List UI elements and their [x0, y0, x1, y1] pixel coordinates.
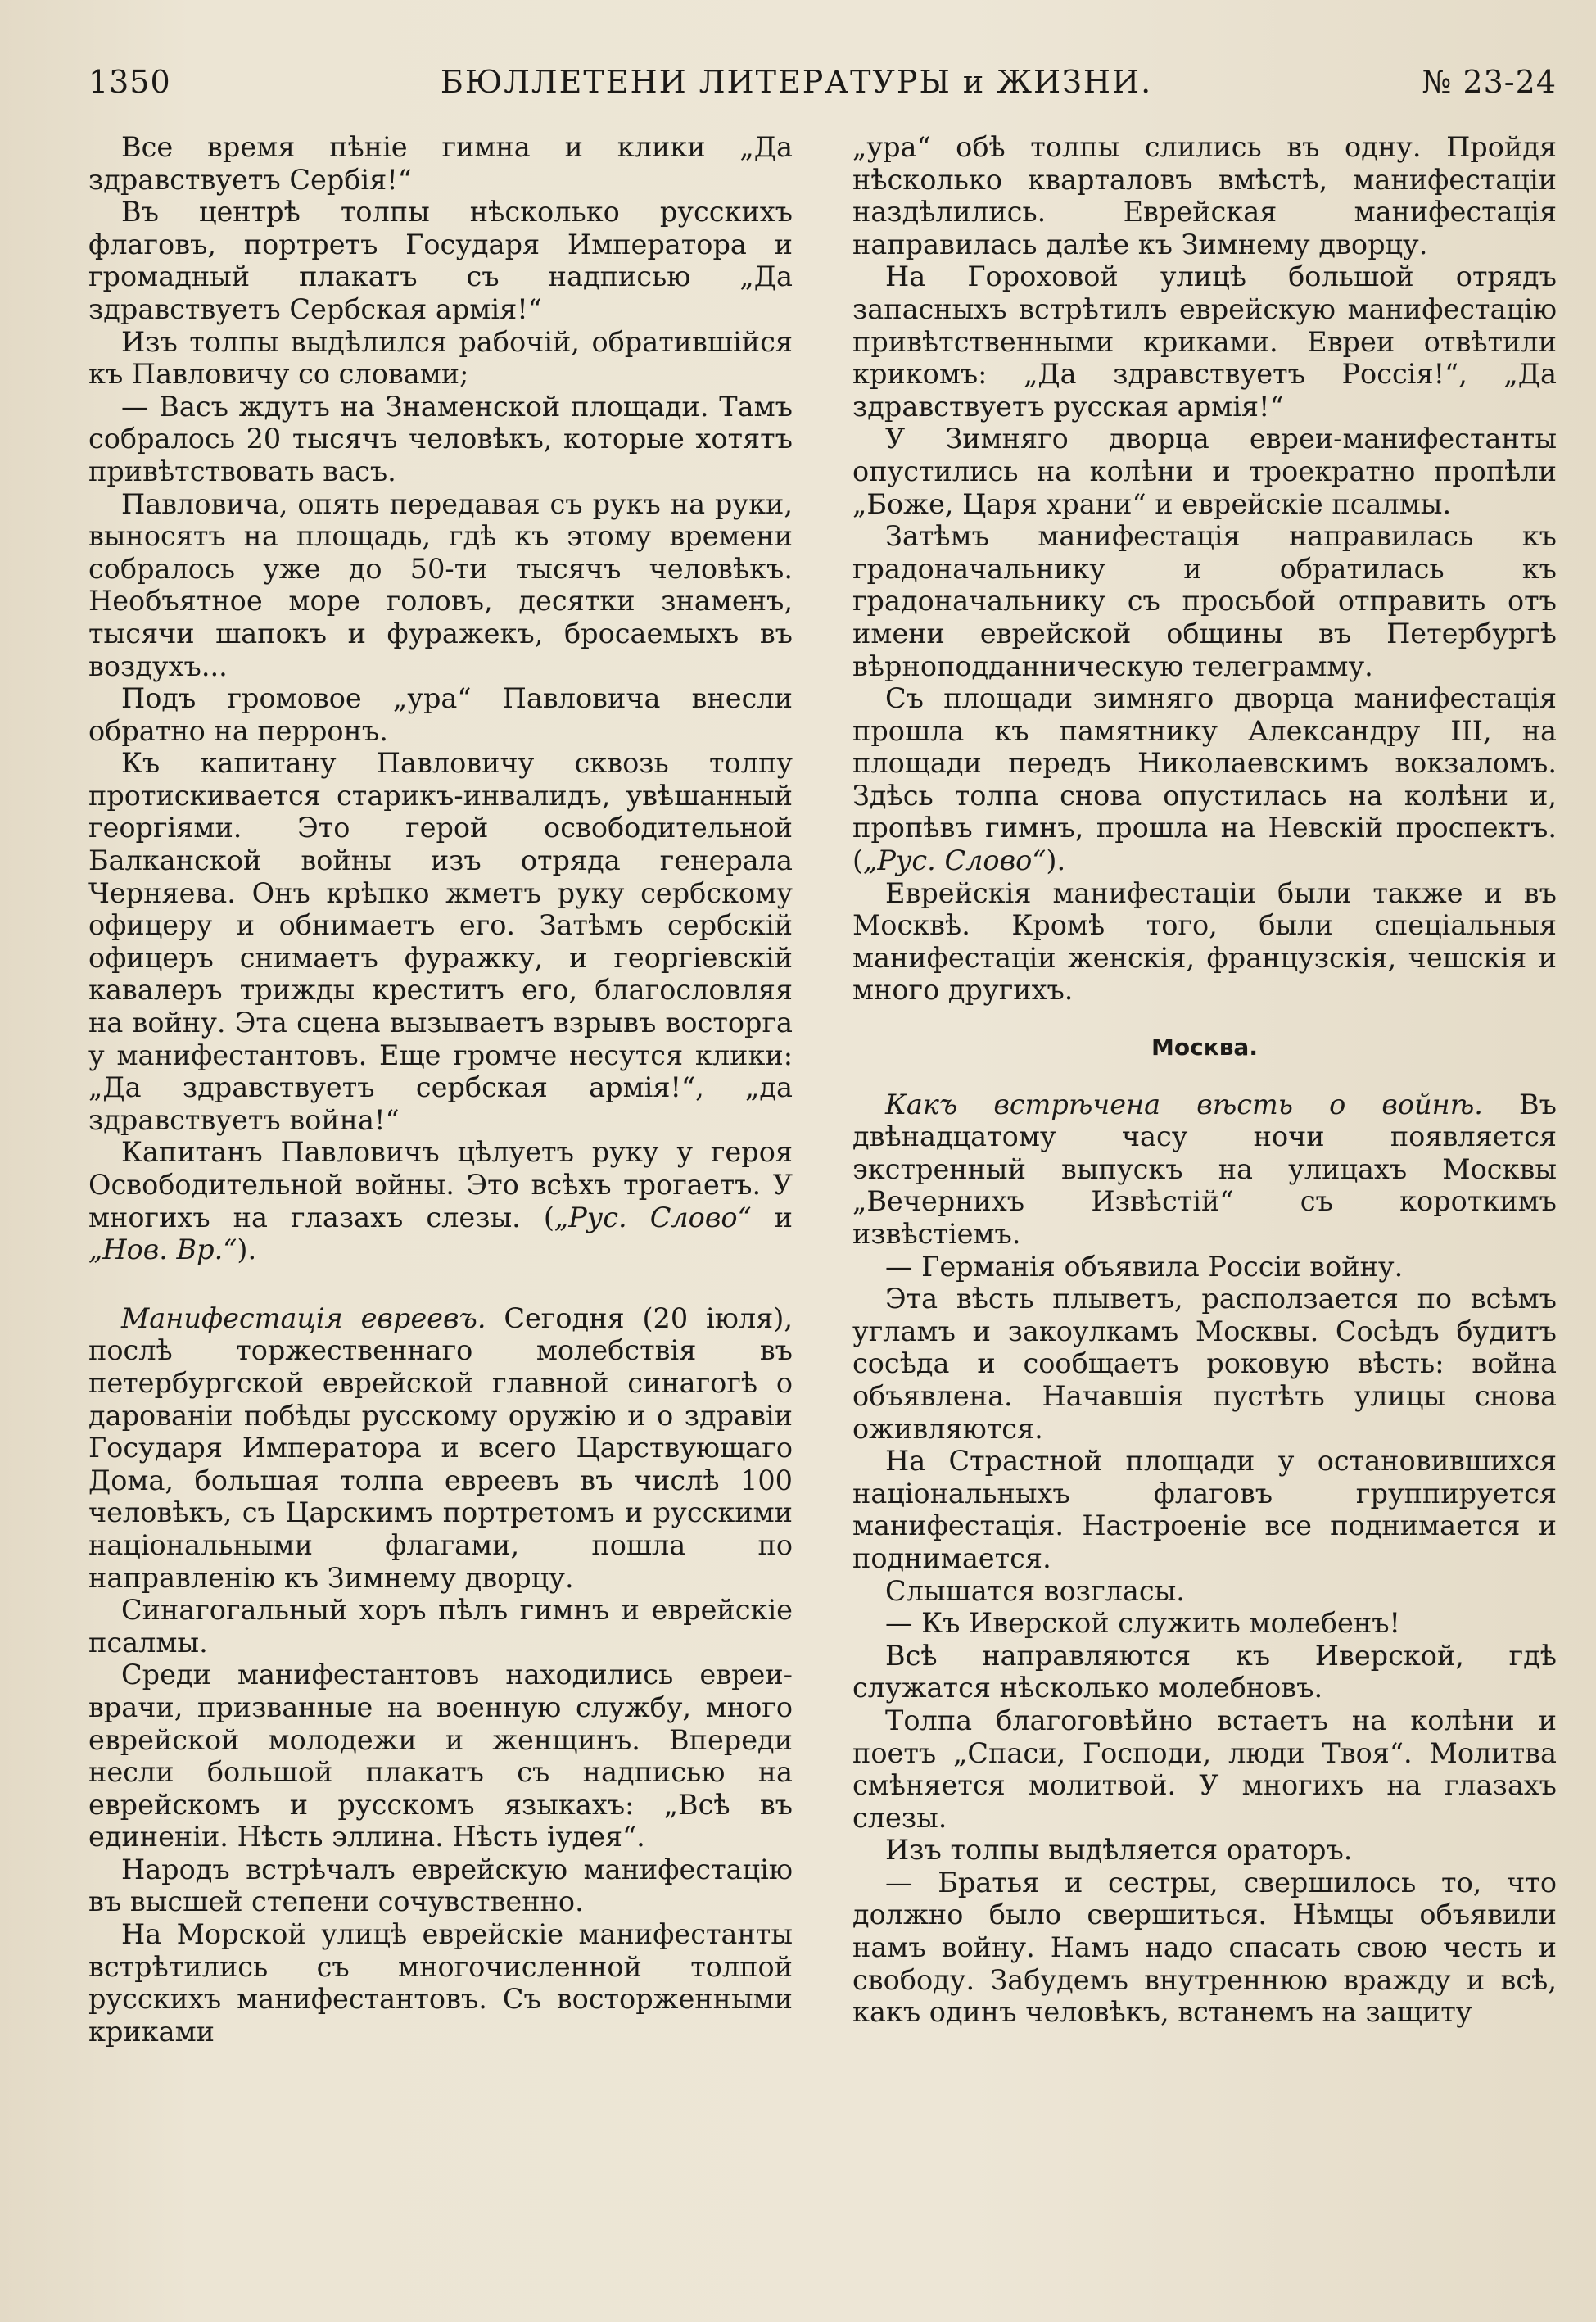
paragraph-text: — Германія объявила Россіи войну.: [885, 1250, 1404, 1283]
paragraph-text: Толпа благоговѣйно встаетъ на колѣни и поетъ „Спаси, Господи, люди Твоя“. Молитва смѣняется молитвой. У многихъ на глазахъ слезы.: [852, 1704, 1557, 1834]
paragraph-text: — Къ Иверской служить молебенъ!: [885, 1607, 1400, 1640]
paragraph-text: Затѣмъ манифестація направилась къ градоначальнику и обратилась къ градоначальнику съ просьбой отправить отъ имени еврейской общины въ Петербургѣ вѣрноподданническую телеграмму.: [852, 520, 1557, 682]
paragraph-text: Всѣ направляются къ Иверской, гдѣ служатся нѣсколько молебновъ.: [852, 1639, 1557, 1704]
paragraph: [88, 1302, 793, 1594]
page-header: [88, 64, 1557, 113]
paragraph: [852, 1251, 1557, 1283]
paragraph: [88, 1594, 793, 1659]
paragraph-text: — Братья и сестры, свершилось то, что должно было свершиться. Нѣмцы объявили намъ войну. Намъ надо спасать свою честь и свободу. Забудемъ внутреннюю вражду и всѣ, какъ одинъ человѣкъ, встанемъ на защиту: [852, 1866, 1557, 2029]
paragraph: [852, 520, 1557, 682]
paragraph-text: Подъ громовое „ура“ Павловича внесли обратно на перронъ.: [88, 682, 793, 747]
paragraph-text: Эта вѣсть плыветъ, расползается по всѣмъ угламъ и закоулкамъ Москвы. Сосѣдъ будитъ сосѣда и сообщаетъ роковую вѣсть: война объявлена. Начавшія пустѣть улицы снова оживляются.: [852, 1283, 1557, 1445]
paragraph-text: Павловича, опять передавая съ рукъ на руки, выносятъ на площадь, гдѣ къ этому времени собралось уже до 50-ти тысячъ человѣкъ. Необъятное море головъ, десятки знаменъ, тысячи шапокъ и фуражекъ, бросаемыхъ въ воздухъ...: [88, 487, 793, 682]
paragraph: [852, 1834, 1557, 1867]
paragraph-text: На Гороховой улицѣ большой отрядъ запасныхъ встрѣтилъ еврейскую манифестацію привѣтственными криками. Евреи отвѣтили крикомъ: „Да здравствуетъ Россія!“, „Да здравствуетъ русская армія!“: [852, 260, 1557, 423]
paragraph: [88, 1918, 793, 2048]
paragraph: [852, 423, 1557, 520]
paragraph: [852, 1607, 1557, 1640]
paragraph-text: На Страстной площади у остановившихся національныхъ флаговъ группируется манифестація. Настроеніе все поднимается и поднимается.: [852, 1445, 1557, 1574]
paragraph-text: Изъ толпы выдѣляется ораторъ.: [885, 1834, 1353, 1867]
paragraph-text: Все время пѣніе гимна и клики „Да здравствуетъ Сербія!“: [88, 131, 793, 196]
article-lead: Манифестація евреевъ.: [121, 1301, 486, 1334]
paragraph-text: Среди манифестантовъ находились евреи-врачи, призванные на военную службу, много еврейской молодежи и женщинъ. Впереди несли большой плакатъ съ надписью на еврейскомъ и русскомъ языкахъ: „Всѣ въ единеніи. Нѣсть эллина. Нѣсть іудея“.: [88, 1659, 793, 1854]
paragraph-text: На Морской улицѣ еврейскіе манифестанты встрѣтились съ многочисленной толпой русскихъ манифестантовъ. Съ восторженными криками: [88, 1918, 793, 2048]
paragraph-text: Капитанъ Павловичъ цѣлуетъ руку у героя Освободительной войны. Это всѣхъ трогаетъ. У многихъ на глазахъ слезы. (: [88, 1136, 793, 1233]
paragraph: [852, 1575, 1557, 1608]
paragraph: [852, 1867, 1557, 2029]
left-column: [88, 131, 793, 2048]
paragraph: [852, 1704, 1557, 1834]
source-citation: „Нов. Вр.“: [88, 1233, 237, 1266]
paragraph: [852, 1283, 1557, 1445]
text-columns: [88, 131, 1557, 2048]
paragraph: [852, 1640, 1557, 1704]
paragraph-text: Въ двѣнадцатому часу ночи появляется экстренный выпускъ на улицахъ Москвы „Вечернихъ Извѣстій“ съ короткимъ извѣстіемъ.: [852, 1088, 1557, 1250]
paragraph: [88, 391, 793, 488]
paragraph: [88, 131, 793, 196]
paragraph: [88, 1136, 793, 1265]
paragraph: [88, 682, 793, 747]
journal-title: БЮЛЛЕТЕНИ ЛИТЕРАТУРЫ и ЖИЗНИ.: [440, 64, 1153, 100]
paragraph: [88, 488, 793, 683]
paragraph-text: Сегодня (20 іюля), послѣ торжественнаго молебствія въ петербургской еврейской главной синагогѣ о дарованіи побѣды русскому оружію и о здравіи Государя Императора и всего Царствующаго Дома, большая толпа евреевъ въ числѣ 100 человѣкъ, съ Царскимъ портретомъ и русскими національными флагами, пошла по направленію къ Зимнему дворцу.: [88, 1301, 793, 1594]
paragraph-text: ).: [237, 1233, 257, 1266]
article-lead: Какъ встрѣчена вѣсть о войнѣ.: [885, 1088, 1483, 1120]
paragraph: [852, 682, 1557, 877]
paragraph: [852, 260, 1557, 423]
paragraph: [88, 326, 793, 391]
paragraph-text: Въ центрѣ толпы нѣсколько русскихъ флаговъ, портретъ Государя Императора и громадный плакатъ съ надписью „Да здравствуетъ Сербская армія!“: [88, 196, 793, 325]
paragraph-text: Еврейскія манифестаціи были также и въ Москвѣ. Кромѣ того, были спеціальныя манифестаціи женскія, французскія, чешскія и много другихъ.: [852, 876, 1557, 1007]
page-number: 1350: [88, 64, 171, 100]
paragraph-text: У Зимняго дворца евреи-манифестанты опустились на колѣни и троекратно пропѣли „Боже, Царя храни“ и еврейскіе псалмы.: [852, 423, 1557, 520]
paragraph-text: Съ площади зимняго дворца манифестація прошла къ памятнику Александру III, на площади передъ Николаевскимъ вокзаломъ. Здѣсь толпа снова опустилась на колѣни и, пропѣвъ гимнъ, прошла на Невскій проспектъ. (: [852, 682, 1557, 877]
paragraph: [88, 1659, 793, 1854]
paragraph-text: Народъ встрѣчалъ еврейскую манифестацію въ высшей степени сочувственно.: [88, 1853, 793, 1918]
paragraph-text: — Васъ ждутъ на Знаменской площади. Тамъ собралось 20 тысячъ человѣкъ, которые хотятъ привѣтствовать васъ.: [88, 390, 793, 487]
paragraph: [852, 131, 1557, 260]
paragraph-text: „ура“ обѣ толпы слились въ одну. Пройдя нѣсколько кварталовъ вмѣстѣ, манифестаціи наздѣлились. Еврейская манифестація направилась далѣе къ Зимнему дворцу.: [852, 131, 1557, 260]
paragraph: [88, 196, 793, 325]
paragraph-text: ).: [1046, 844, 1066, 877]
right-column: [852, 131, 1557, 2048]
paragraph-text: Синагогальный хоръ пѣлъ гимнъ и еврейскіе псалмы.: [88, 1594, 793, 1659]
source-citation: „Рус. Слово“: [554, 1201, 752, 1233]
source-citation: „Рус. Слово“: [863, 844, 1047, 877]
paragraph: [88, 747, 793, 1136]
paragraph-text: Слышатся возгласы.: [885, 1574, 1185, 1607]
paragraph: [852, 1089, 1557, 1251]
paragraph: [852, 877, 1557, 1007]
paragraph: [88, 1854, 793, 1918]
paragraph-text: и: [751, 1201, 793, 1233]
paragraph: [852, 1445, 1557, 1574]
paragraph-text: Изъ толпы выдѣлился рабочій, обратившійся къ Павловичу со словами;: [88, 325, 793, 391]
section-heading: Москва.: [1151, 1034, 1258, 1061]
paragraph-text: Къ капитану Павловичу сквозь толпу протискивается старикъ-инвалидъ, увѣшанный георгіями. Это герой освободительной Балканской войны изъ отряда генерала Черняева. Онъ крѣпко жметъ руку сербскому офицеру и обнимаетъ его. Затѣмъ сербскій офицеръ снимаетъ фуражку, и георгіевскій кавалеръ трижды креститъ его, благословляя на войну. Эта сцена вызываетъ взрывъ восторга у манифестантовъ. Еще громче несутся клики: „Да здравствуетъ сербская армія!“, „да здравствуетъ война!“: [88, 747, 793, 1136]
issue-number: № 23-24: [1422, 64, 1557, 100]
